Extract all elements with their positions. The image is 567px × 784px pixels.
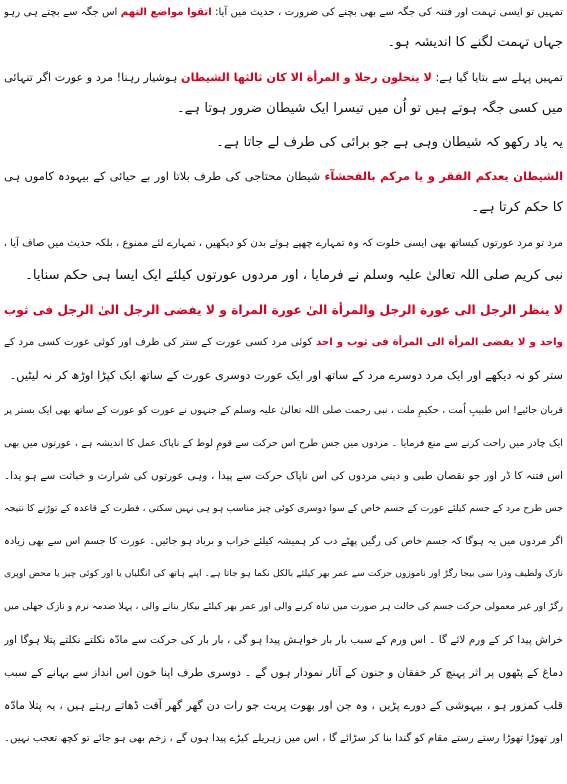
p5-line1-arabic: لا ينظر الرجل الى عورة الرجل والمرأة الىٰ عورة المراة و لا يفضى الرجل الىٰ الرجل فى ثوب [4,303,563,317]
p2-line1-urdu-a: تمہیں پہلے سے بتایا گیا ہے: [435,71,563,84]
p1-line1-urdu-a: تمہیں تو ایسی تہمت اور فتنہ کی جگہ سے بھی بچنے کی ضرورت ، حدیث میں آیا: [215,7,563,18]
p6-line: اور تھوڑا تھوڑا رستے رستے مقام کو گندا بنا کر سڑائے گا ، اس میں زہریلے کیڑے پیدا ہوں گے ، زخم بھی ہو جائے تو کچھ تعجب نہیں۔ [4,733,563,744]
p6-line: نازک ولطیف وذرا سی بیجا رگڑ اور ناموزوں حرکت سے عمر بھر کیلئے بالکل نکما ہو جاتا ہے۔ اپنے ہاتھ کی انگلیاں یا اور کوئی چیز یا محض اوپری [4,568,563,579]
p1-line1-arabic: اتقوا مواضع التهم [120,7,212,18]
p6-line: قربان جائیے! اس طبیبِ اُمت ، حکیمِ ملت ، نبی رحمت صلی اللہ تعالیٰ علیہ وسلم کے جنہوں نے عورت کو عورت کے ساتھ بھی ایک بستر پر [4,405,563,416]
p4-line2: نبی کریم صلی اللہ تعالیٰ علیہ وسلم نے فرمایا ، اور مردوں عورتوں کیلئے ایک ایسا ہی حکم سنایا۔ [25,268,563,283]
p1-line1 [4,1,563,25]
p2-line1 [4,66,563,90]
p6-line: دماغ کے پٹھوں پر اثر پہنچ کر خفقان و جنون کے آثار نمودار ہوں گے ۔ دوسری طرف اپنا خون اس انداز سے بہانے کے سبب [4,666,563,679]
p3-line2 [4,164,563,188]
p2-line1-urdu-b: ہوشیار رہنا! مرد و عورت اگر تنہائی [4,71,178,84]
p6-line: اگر مردوں میں یہ ہوگا کہ جسم خاص کی رگیں پھٹے دب کر ہمیشہ کیلئے خراب و برباد ہو جائیں۔ عورت کا جسم اس سے بھی زیادہ [4,536,563,547]
p4-line1: مرد تو مرد عورتوں کیساتھ بھی ایسی خلوت کہ وہ تمہارے چھپے ہوئے بدن کو دیکھیں ، تمہارے لئے ممنوع ، بلکہ حدیث میں صاف آیا ، [4,238,563,249]
p6-line: قلب کمزور ہو ، بیہوشی کے دورے پڑیں ، وہ جن اور بھوت پریت جو رات دن گھر گھر آفت ڈھاتے رہتے ہیں ، یہ پتلا مادّہ [4,699,563,712]
p5-line3: ستر کو نہ دیکھے اور ایک مرد دوسرے مرد کے ساتھ اور ایک عورت دوسری عورت کے ساتھ ایک کپڑا اوڑھ کر نہ لیٹیں۔ [9,368,563,382]
p3-line2-arabic: الشيطان يعدكم الفقر و يا مركم بالفحشآء [324,169,563,183]
p6-line: اس فتنہ کا ڈر اور جو نقصان طبی و دینی مردوں کی اس ناپاک حرکت سے پیدا ، وہی عورتوں کی شرارت و خباثت سے ہو یدا۔ [4,470,563,482]
p1-line1-urdu-b: اس جگہ سے بچتے ہی رہو [4,7,118,18]
p5-line2-urdu: کوئی مرد کسی عورت کے ستر کی طرف اور کوئی عورت کسی مرد کے [4,337,313,348]
p3-line2-urdu: شیطان محتاجی کی طرف بلاتا اور بے حیائی کے بیہودہ کاموں ہی [4,169,321,183]
p5-line2-arabic: واحد و لا يفضى المرأة الى المرأة فى ثوب و احد [316,337,563,348]
p3-line1: یہ یاد رکھو کہ شیطان وہی ہے جو برائی کی طرف لے جاتا ہے۔ [216,135,563,150]
p3-line3: کا حکم کرتا ہے۔ [471,200,563,215]
p2-line1-arabic: لا ينحلون رجلا و المرأة الا كان ثالثها الشيطان [181,71,432,84]
p6-line: رگڑ اور غیر معمولی حرکت جسم کی حالت ہر صورت میں تباہ کرنے والی اور عمر بھر کیلئے بیکار بنانے والی ، پہلا صدمہ نرم و نازک جھلی میں [4,601,563,612]
p6-line: ایک چادر میں راحت کرنے سے منع فرمایا ۔ مردوں میں جس طرح اس حرکت سے قومِ لوط کے ناپاک عمل کا اندیشہ ہے ، عورتوں میں بھی [4,438,563,449]
p2-line2: میں کسی جگہ ہوتے ہیں تو اُن میں تیسرا ایک شیطان ضرور ہوتا ہے۔ [176,101,563,116]
p6-line: جس طرح مرد کے جسم کیلئے عورت کے جسم خاص کے سوا دوسری کوئی چیز مناسب ہو ہی نہیں سکتی ، فطرت کے قاعدہ کے توڑنے کا نتیجہ [4,503,563,514]
p1-line2: جہاں تہمت لگنے کا اندیشہ ہو۔ [387,35,563,50]
p6-line: خراش پیدا کر کے ورم لائے گا ۔ اس ورم کے سبب بار بار خواہش پیدا ہو گی ، بار بار کی حرکت سے مادّہ نکلتے نکلتے پتلا ہوگا اور [4,634,563,646]
p5-line2 [4,331,563,355]
